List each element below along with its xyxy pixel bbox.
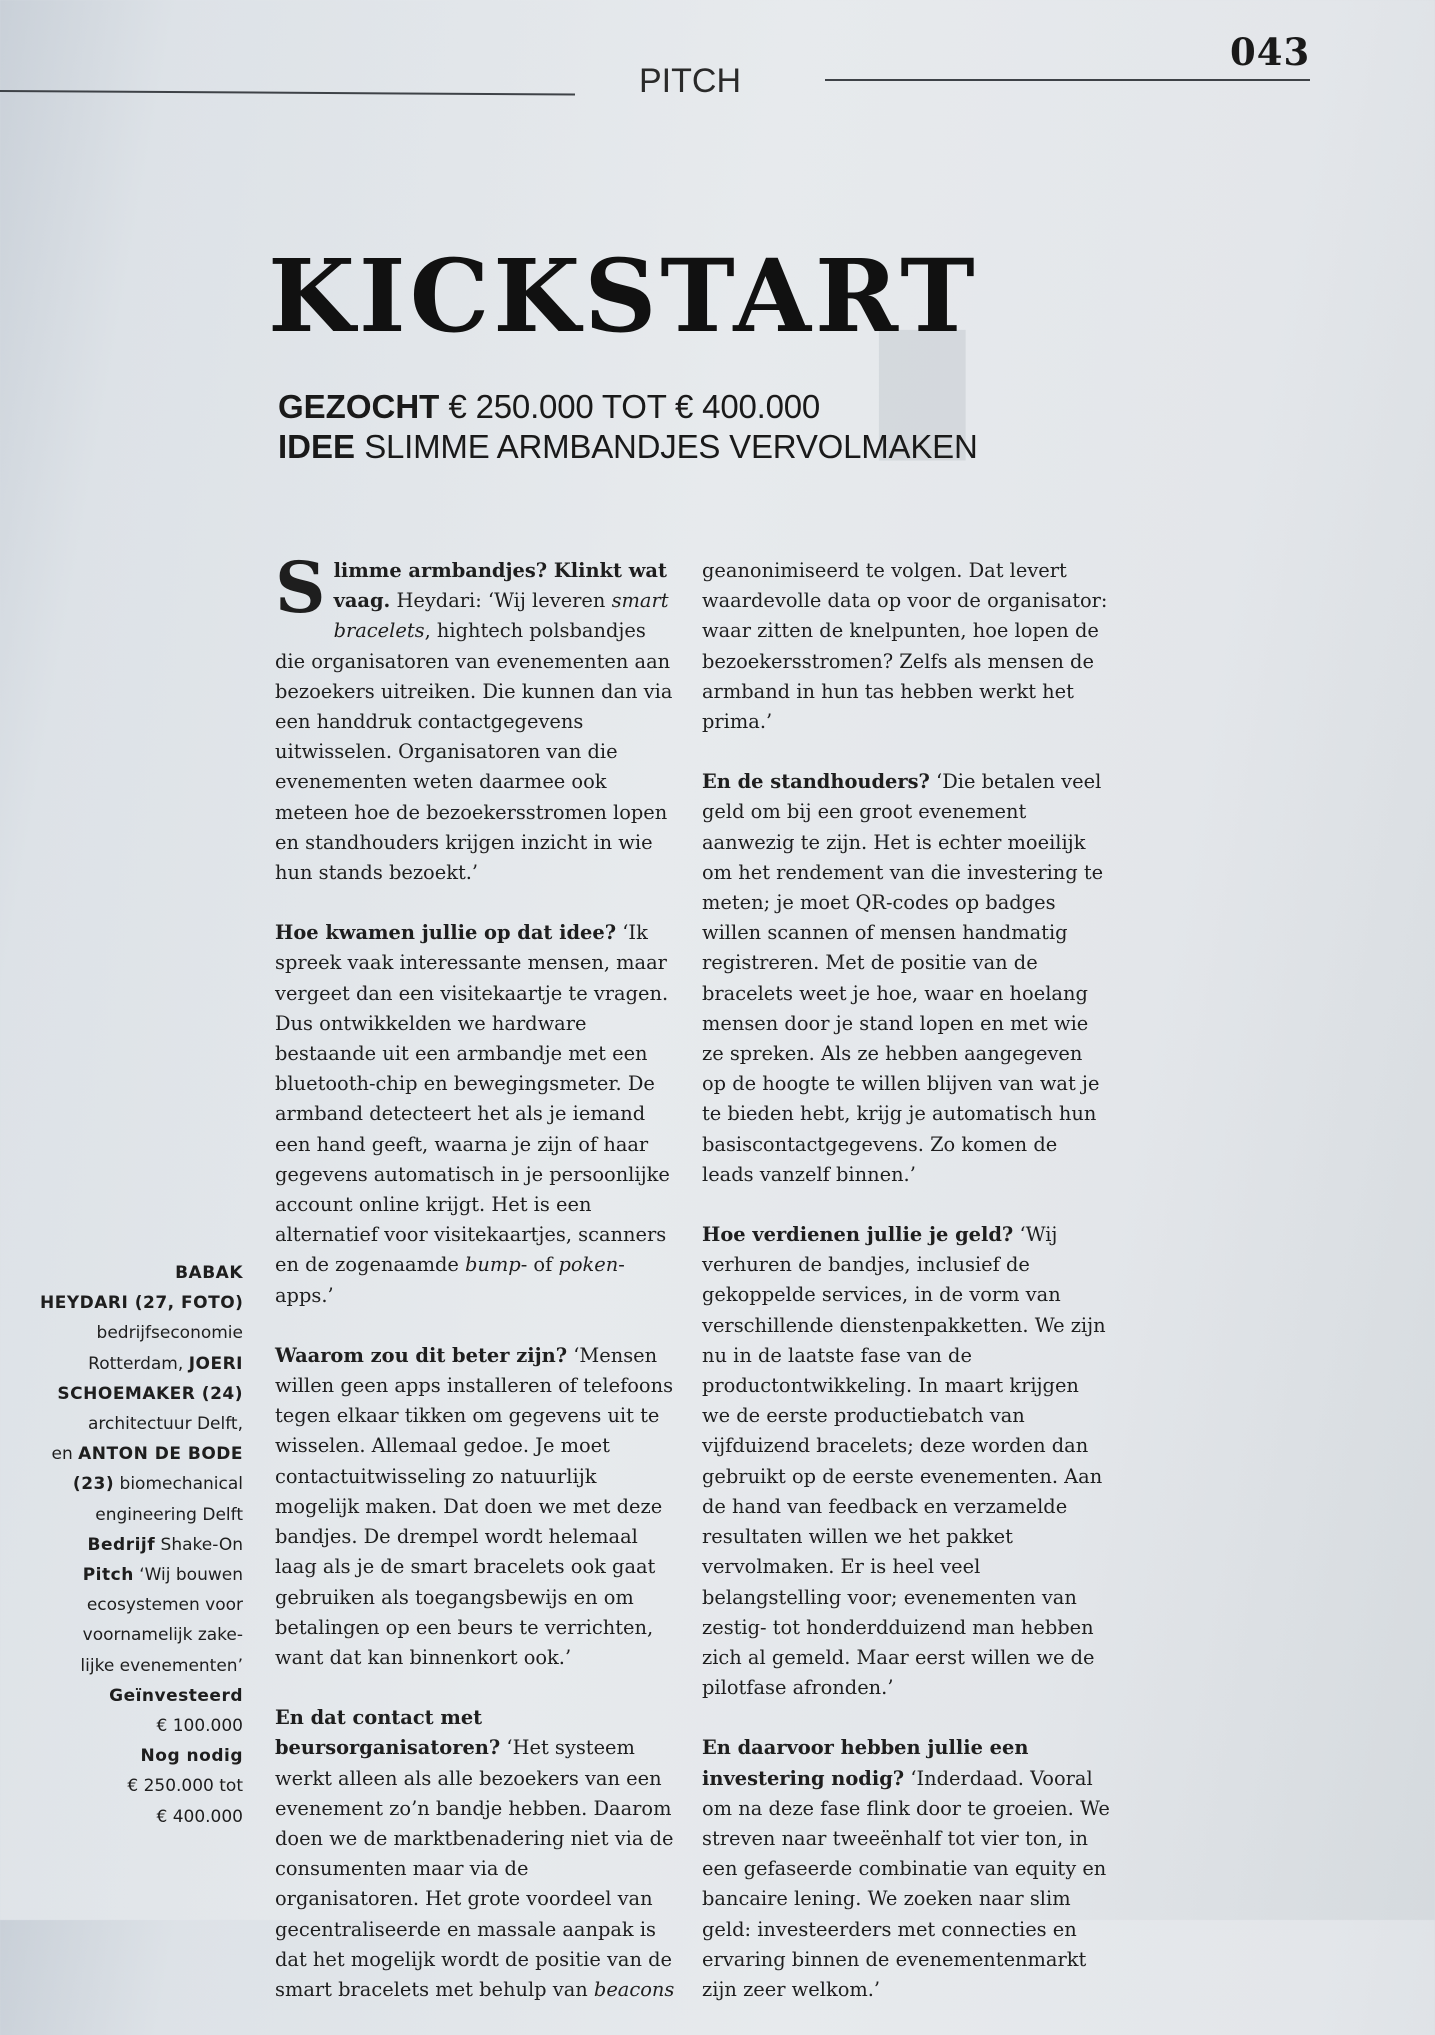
sidebar-pitch-value-3: voornamelijk zake- [82,1625,243,1646]
sidebar-name-2b: SCHOEMAKER (24) [57,1383,243,1404]
deck-sought-value: € 250.000 TOT € 400.000 [448,388,821,425]
header-rule-left [0,90,575,96]
sidebar-invested-label: Geïnvesteerd [109,1685,243,1706]
article-intro [275,546,675,888]
qa-standholders [702,767,1112,1190]
qa-revenue [702,1220,1112,1703]
sidebar-study-1: bedrijfseconomie [96,1323,243,1344]
header-rule-right [825,79,1310,81]
qa-idea-emphasis-1: bump [465,1253,521,1277]
intro-emphasis: smart bracelets [333,589,669,643]
bleed-through-texture: █ [880,330,965,459]
qa-idea-answer: ‘Ik spreek vaak interessante mensen, maar vergeet dan een visitekaartje te vragen. Dus ontwikkelden we hardware bestaande uit een armbandje met een bluetooth-chip en bewegingsmeter. De armband detecteert het als je iemand een hand geeft, waarna je zijn of haar gegevens automatisch in je persoonlijke account online krijgt. Het is een alternatief voor visitekaartjes, scanners en de zogenaamde [275,921,670,1277]
article-column-left [275,546,675,2035]
qa-revenue-question: Hoe verdienen jullie je geld? [702,1223,1014,1247]
sidebar-needed-value-1: € 250.000 tot [127,1776,243,1797]
qa-organisers [275,1703,675,2005]
section-label: PITCH [639,62,741,100]
qa-idea-answer-3: -apps.’ [275,1253,625,1307]
qa-idea-answer-2: - of [520,1253,559,1277]
sidebar-name-1a: BABAK [175,1263,243,1283]
qa-idea-question: Hoe kwamen jullie op dat idee? [275,921,617,945]
sidebar-name-1b: HEYDARI (27, FOTO) [40,1293,244,1314]
deck-idea-label: IDEE [278,428,356,465]
qa-standholders-answer: ‘Die betalen veel geld om bij een groot evenement aanwezig te zijn. Het is echter moeilijk om het rendement van die investering te meten; je moet QR-codes op badges willen scannen of mensen handmatig registreren. Met de positie van de bracelets weet je hoe, waar en hoelang mensen door je stand lopen en met wie ze spreken. Als ze hebben aangegeven op de hoogte te willen blijven van wat je te bieden hebt, krijg je automatisch hun basiscontactgegevens. Zo komen de leads vanzelf binnen.’ [702,770,1104,1186]
sidebar-needed-value-2: € 400.000 [156,1806,243,1827]
sidebar-name-3a: ANTON DE BODE [78,1444,243,1465]
sidebar-age-3: (23) [72,1474,115,1495]
qa-idea-emphasis-2: poken [558,1253,619,1277]
sidebar-study-2: architectuur Delft, [88,1414,243,1435]
qa-investment-question: En daarvoor hebben jullie een investering nodig? [702,1736,1029,1790]
sidebar-name-2a: JOERI [188,1353,243,1374]
drop-cap: S [275,546,326,629]
sidebar-pitch-label: Pitch [82,1565,134,1586]
sidebar-pitch-value-4: lijke evenementen’ [80,1655,243,1676]
sidebar-study-3a: biomechanical [114,1474,243,1495]
qa-organisers-question: En dat contact met beursorganisatoren? [275,1706,501,1760]
deck-idea [278,430,978,463]
qa-idea [275,918,675,1311]
qa-better [275,1341,675,1673]
deck-sought [278,390,820,423]
qa-revenue-answer: ‘Wij verhuren de bandjes, inclusief de gekoppelde services, in de vorm van verschillende dienstenpakketten. We zijn nu in de laatste fase van de productontwikkeling. In maart krijgen we de eerste productiebatch van vijfduizend bracelets; deze worden dan gebruikt op de eerste evenementen. Aan de hand van feedback en verzamelde resultaten willen we het pakket vervolmaken. Er is heel veel belangstelling voor; evenementen van zestig- tot honderdduizend man hebben zich al gemeld. Maar eerst willen we de pilotfase afronden.’ [702,1223,1106,1700]
qa-organisers-emphasis: beacons [593,1977,675,2001]
qa-investment-answer: ‘Inderdaad. Vooral om na deze fase flink door te groeien. We streven naar tweeënhalf tot vier ton, in een gefaseerde combinatie van equity en bancaire lening. We zoeken naar slim geld: investeerders met connecties en ervaring binnen de evenementenmarkt zijn zeer welkom.’ [702,1766,1110,2001]
sidebar-city-1: Rotterdam, [88,1353,189,1374]
deck-sought-label: GEZOCHT [278,388,440,425]
sidebar-and: en [51,1444,79,1465]
sidebar-needed-label: Nog nodig [140,1746,243,1767]
article-column-right-content [702,556,1112,2035]
sidebar-invested-value: € 100.000 [156,1716,243,1737]
intro-question: limme armbandjes? Klinkt wat vaag. [333,559,667,613]
sidebar-company-value: Shake-On [155,1534,243,1555]
intro-answer: Heydari: ‘Wij leveren [390,589,612,613]
qa-better-answer: ‘Mensen willen geen apps installeren of telefoons tegen elkaar tikken om gegevens uit te wisselen. Allemaal gedoe. Je moet contactuitwisseling zo natuurlijk mogelijk maken. Dat doen we met deze bandjes. De drempel wordt helemaal laag als je de smart bracelets ook gaat gebruiken als toegangsbewijs en om betalingen op een beurs te verrichten, want dat kan binnenkort ook.’ [275,1343,674,1669]
deck-idea-value: SLIMME ARMBANDJES VERVOLMAKEN [364,428,978,465]
intro-answer-cont: , hightech polsbandjes die organisatoren van evenementen aan bezoekers uitreiken. Die kunnen dan via een handdruk contactgegevens uitwisselen. Organisatoren van die evenementen weten daarmee ook meteen hoe de bezoekersstromen lopen en standhouders krijgen inzicht in wie hun stands bezoekt.’ [275,619,673,885]
qa-investment [702,1733,1112,2005]
sidebar-company-label: Bedrijf [87,1534,156,1555]
sidebar-pitch-value-2: ecosystemen voor [86,1595,243,1616]
qa-organisers-continued: geanonimiseerd te volgen. Dat levert waardevolle data op voor de organisator: waar zitten de knelpunten, hoe lopen de bezoekersstromen? Zelfs als mensen de armband in hun tas hebben werkt het prima.’ [702,559,1108,734]
article-title: KICKSTART [268,237,979,355]
qa-better-question: Waarom zou dit beter zijn? [275,1343,568,1367]
sidebar-pitch-value-1: ‘Wij bouwen [133,1565,243,1586]
qa-standholders-question: En de standhouders? [702,770,930,794]
page-number: 043 [1230,30,1311,74]
qa-organisers-answer: ‘Het systeem werkt alleen als alle bezoekers van een evenement zo’n bandje hebben. Daarom doen we de marktbenadering niet via de consumenten maar via de organisatoren. Het grote voordeel van gecentraliseerde en massale aanpak is dat het mogelijk wordt de positie van de smart bracelets met behulp van [275,1736,674,2001]
founders-sidebar [40,1258,243,1832]
sidebar-study-3b: engineering Delft [95,1504,243,1525]
